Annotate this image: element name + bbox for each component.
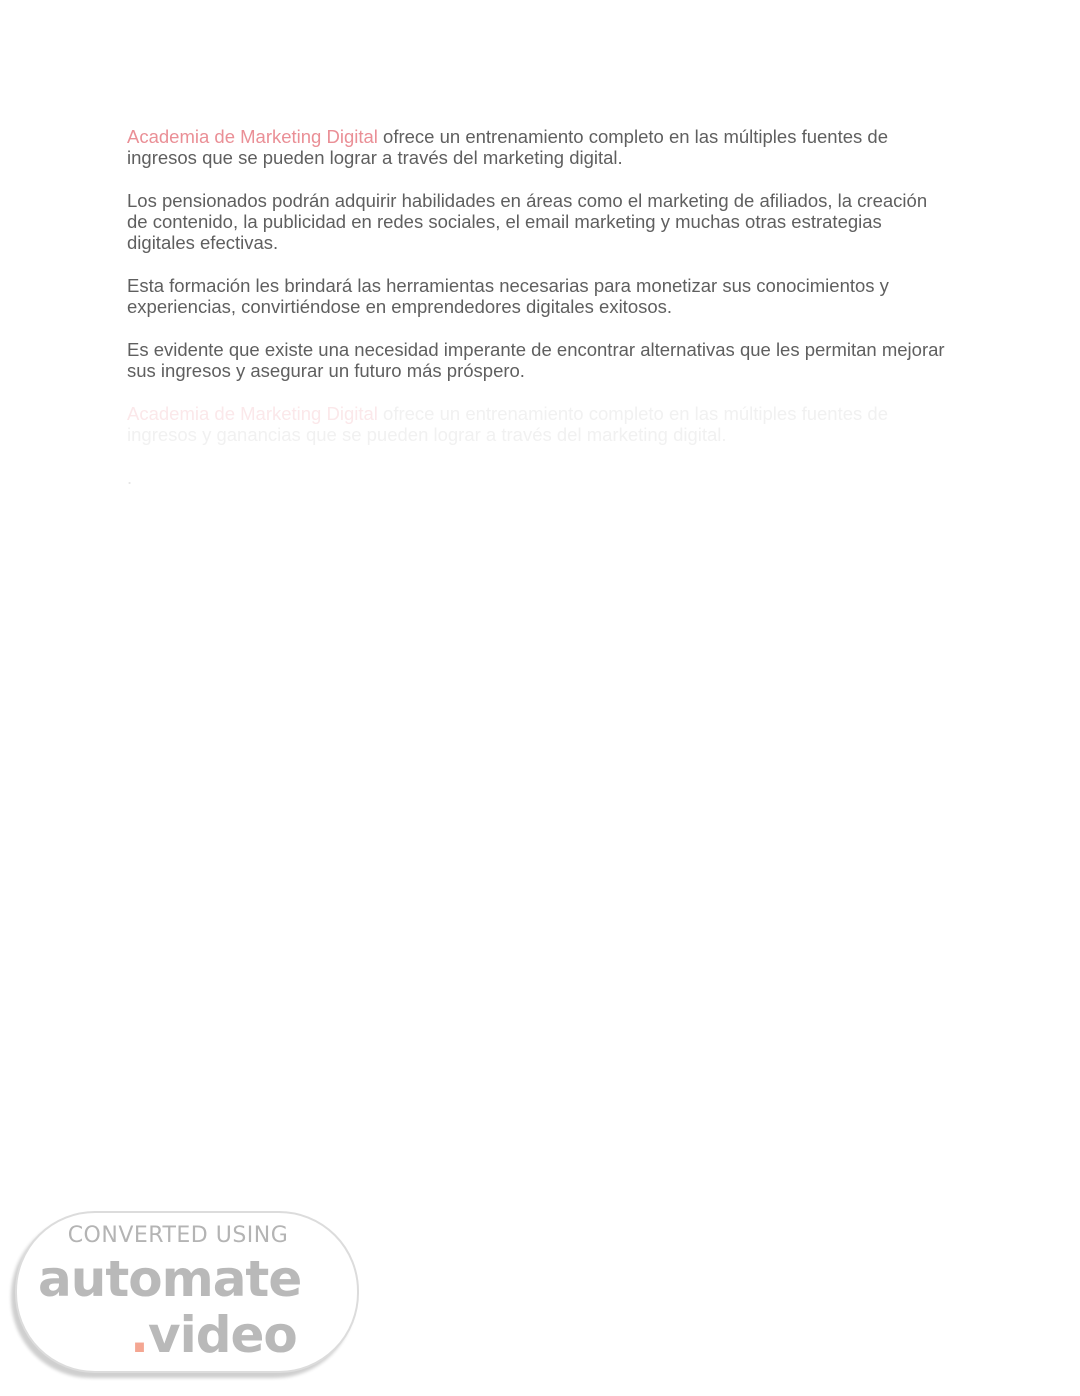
- watermark-automate: automate: [38, 1250, 302, 1308]
- watermark-converted-using: CONVERTED USING: [67, 1223, 289, 1248]
- watermark-dot: .: [130, 1306, 148, 1364]
- brand-name: Academia de Marketing Digital: [127, 126, 378, 147]
- paragraph-training: Esta formación les brindará las herramientas necesarias para monetizar sus conocimientos y experiencias, convirtiéndose en emprendedores digitales exitosos.: [127, 275, 889, 317]
- paragraph-skills: Los pensionados podrán adquirir habilidades en áreas como el marketing de afiliados, la creación de contenido, la publicidad en redes sociales, el email marketing y muchas otras estrategias digitales efectivas.: [127, 190, 928, 253]
- paragraph-intro-text: ofrece un entrenamiento completo en las múltiples fuentes de ingresos que se pueden lograr a través del marketing digital.: [127, 126, 888, 168]
- paragraph-faded: [127, 403, 947, 445]
- paragraph-need: Es evidente que existe una necesidad imperante de encontrar alternativas que les permitan mejorar sus ingresos y asegurar un futuro más próspero.: [127, 339, 945, 381]
- document-body: [127, 126, 947, 510]
- faded-paragraph-text: ofrece un entrenamiento completo en las múltiples fuentes de ingresos y ganancias que se pueden lograr a través del marketing digital.: [127, 403, 888, 445]
- faded-trailing-mark: .: [127, 467, 133, 488]
- watermark-video-text: video: [148, 1306, 297, 1364]
- paragraph-intro: [127, 126, 947, 168]
- watermark-video: [130, 1306, 297, 1364]
- faded-brand-name: Academia de Marketing Digital: [127, 403, 378, 424]
